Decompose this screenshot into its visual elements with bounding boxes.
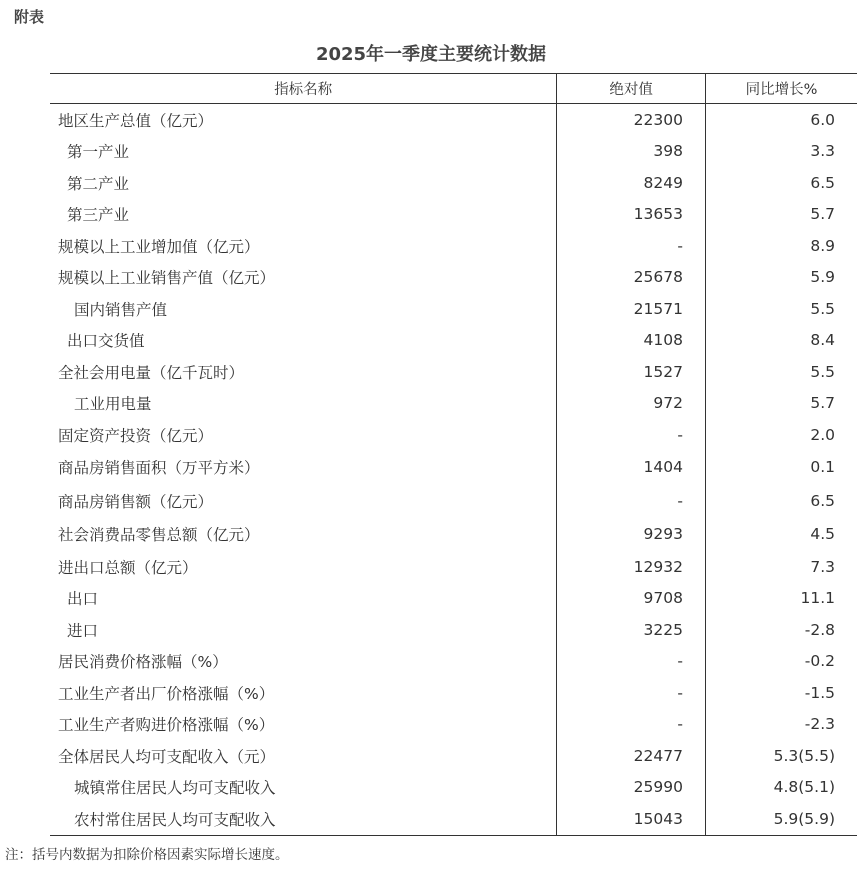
yoy-growth: 3.3 <box>705 136 857 168</box>
absolute-value: 8249 <box>557 167 706 199</box>
indicator-name: 商品房销售面积（万平方米） <box>58 459 260 478</box>
absolute-value: - <box>557 677 706 709</box>
absolute-value: 25990 <box>557 772 706 804</box>
indicator-name: 居民消费价格涨幅（%） <box>58 653 228 672</box>
yoy-growth: 7.3 <box>705 551 857 583</box>
table-row <box>50 136 857 168</box>
table-row <box>50 614 857 646</box>
table-row <box>50 419 857 451</box>
yoy-growth: 0.1 <box>705 451 857 485</box>
indicator-name: 出口 <box>67 590 99 609</box>
yoy-growth: 6.5 <box>705 167 857 199</box>
absolute-value: 13653 <box>557 199 706 231</box>
yoy-growth: 8.9 <box>705 230 857 262</box>
indicator-name: 第三产业 <box>67 206 130 225</box>
indicator-name: 国内销售产值 <box>74 300 168 319</box>
yoy-growth: 8.4 <box>705 325 857 357</box>
yoy-growth: 2.0 <box>705 419 857 451</box>
indicator-name: 全社会用电量（亿千瓦时） <box>58 363 245 382</box>
absolute-value: 3225 <box>557 614 706 646</box>
yoy-growth: -2.3 <box>705 709 857 741</box>
appendix-label: 附表 <box>14 8 45 26</box>
indicator-name: 进口 <box>67 621 99 640</box>
yoy-growth: 4.8(5.1) <box>705 772 857 804</box>
absolute-value: 9708 <box>557 583 706 615</box>
table-row <box>50 740 857 772</box>
indicator-name: 出口交货值 <box>67 332 145 351</box>
table-row <box>50 518 857 552</box>
yoy-growth: 5.5 <box>705 293 857 325</box>
table-row <box>50 709 857 741</box>
indicator-name: 社会消费品零售总额（亿元） <box>58 526 260 545</box>
table-row <box>50 356 857 388</box>
absolute-value: - <box>557 230 706 262</box>
table-row <box>50 646 857 678</box>
indicator-name: 工业生产者出厂价格涨幅（%） <box>58 684 275 703</box>
yoy-growth: 5.9(5.9) <box>705 803 857 835</box>
indicator-name: 第一产业 <box>67 143 130 162</box>
absolute-value: - <box>557 646 706 678</box>
header-absolute-value: 绝对值 <box>557 74 706 104</box>
header-indicator-name: 指标名称 <box>50 74 557 104</box>
absolute-value: - <box>557 419 706 451</box>
indicator-name: 固定资产投资（亿元） <box>58 426 214 445</box>
table-row <box>50 293 857 325</box>
yoy-growth: -1.5 <box>705 677 857 709</box>
indicator-name: 商品房销售额（亿元） <box>58 492 214 511</box>
indicator-name: 规模以上工业销售产值（亿元） <box>58 269 276 288</box>
yoy-growth: 5.5 <box>705 356 857 388</box>
indicator-name: 农村常住居民人均可支配收入 <box>50 803 557 835</box>
absolute-value: 25678 <box>557 262 706 294</box>
table-row <box>50 262 857 294</box>
indicator-name: 规模以上工业增加值（亿元） <box>58 237 260 256</box>
table-body <box>50 104 857 836</box>
absolute-value: - <box>557 709 706 741</box>
absolute-value: 4108 <box>557 325 706 357</box>
table-row <box>50 451 857 485</box>
table-row <box>50 167 857 199</box>
absolute-value: 22300 <box>557 104 706 136</box>
absolute-value: 1527 <box>557 356 706 388</box>
indicator-name: 进出口总额（亿元） <box>58 558 198 577</box>
absolute-value: 9293 <box>557 518 706 552</box>
absolute-value: 22477 <box>557 740 706 772</box>
table-row <box>50 772 857 804</box>
yoy-growth: 6.5 <box>705 484 857 518</box>
absolute-value: 21571 <box>557 293 706 325</box>
table-row <box>50 325 857 357</box>
header-yoy-growth: 同比增长% <box>705 74 857 104</box>
table-row <box>50 583 857 615</box>
yoy-growth: 5.7 <box>705 388 857 420</box>
yoy-growth: 6.0 <box>705 104 857 136</box>
table-row <box>50 803 857 835</box>
page-title <box>0 40 862 66</box>
absolute-value: 12932 <box>557 551 706 583</box>
indicator-name: 工业生产者购进价格涨幅（%） <box>58 716 275 735</box>
footnote: 注：括号内数据为扣除价格因素实际增长速度。 <box>5 847 289 863</box>
yoy-growth: 11.1 <box>705 583 857 615</box>
yoy-growth: 5.7 <box>705 199 857 231</box>
table-row <box>50 388 857 420</box>
yoy-growth: -0.2 <box>705 646 857 678</box>
yoy-growth: 5.9 <box>705 262 857 294</box>
absolute-value: 1404 <box>557 451 706 485</box>
indicator-name: 工业用电量 <box>74 395 152 414</box>
statistics-table <box>50 73 857 836</box>
table-row <box>50 230 857 262</box>
absolute-value: 398 <box>557 136 706 168</box>
absolute-value: - <box>557 484 706 518</box>
table-row <box>50 677 857 709</box>
title-text: 2025年一季度主要统计数据 <box>315 44 547 65</box>
table-row <box>50 199 857 231</box>
yoy-growth: 4.5 <box>705 518 857 552</box>
yoy-growth: -2.8 <box>705 614 857 646</box>
absolute-value: 972 <box>557 388 706 420</box>
indicator-name: 地区生产总值（亿元） <box>58 111 214 130</box>
table-row <box>50 484 857 518</box>
table-row <box>50 104 857 136</box>
indicator-name: 第二产业 <box>67 174 130 193</box>
table-header-row <box>50 74 857 104</box>
absolute-value: 15043 <box>557 803 706 835</box>
yoy-growth: 5.3(5.5) <box>705 740 857 772</box>
table-row <box>50 551 857 583</box>
indicator-name: 全体居民人均可支配收入（元） <box>58 747 276 766</box>
indicator-name: 城镇常住居民人均可支配收入 <box>74 779 276 798</box>
